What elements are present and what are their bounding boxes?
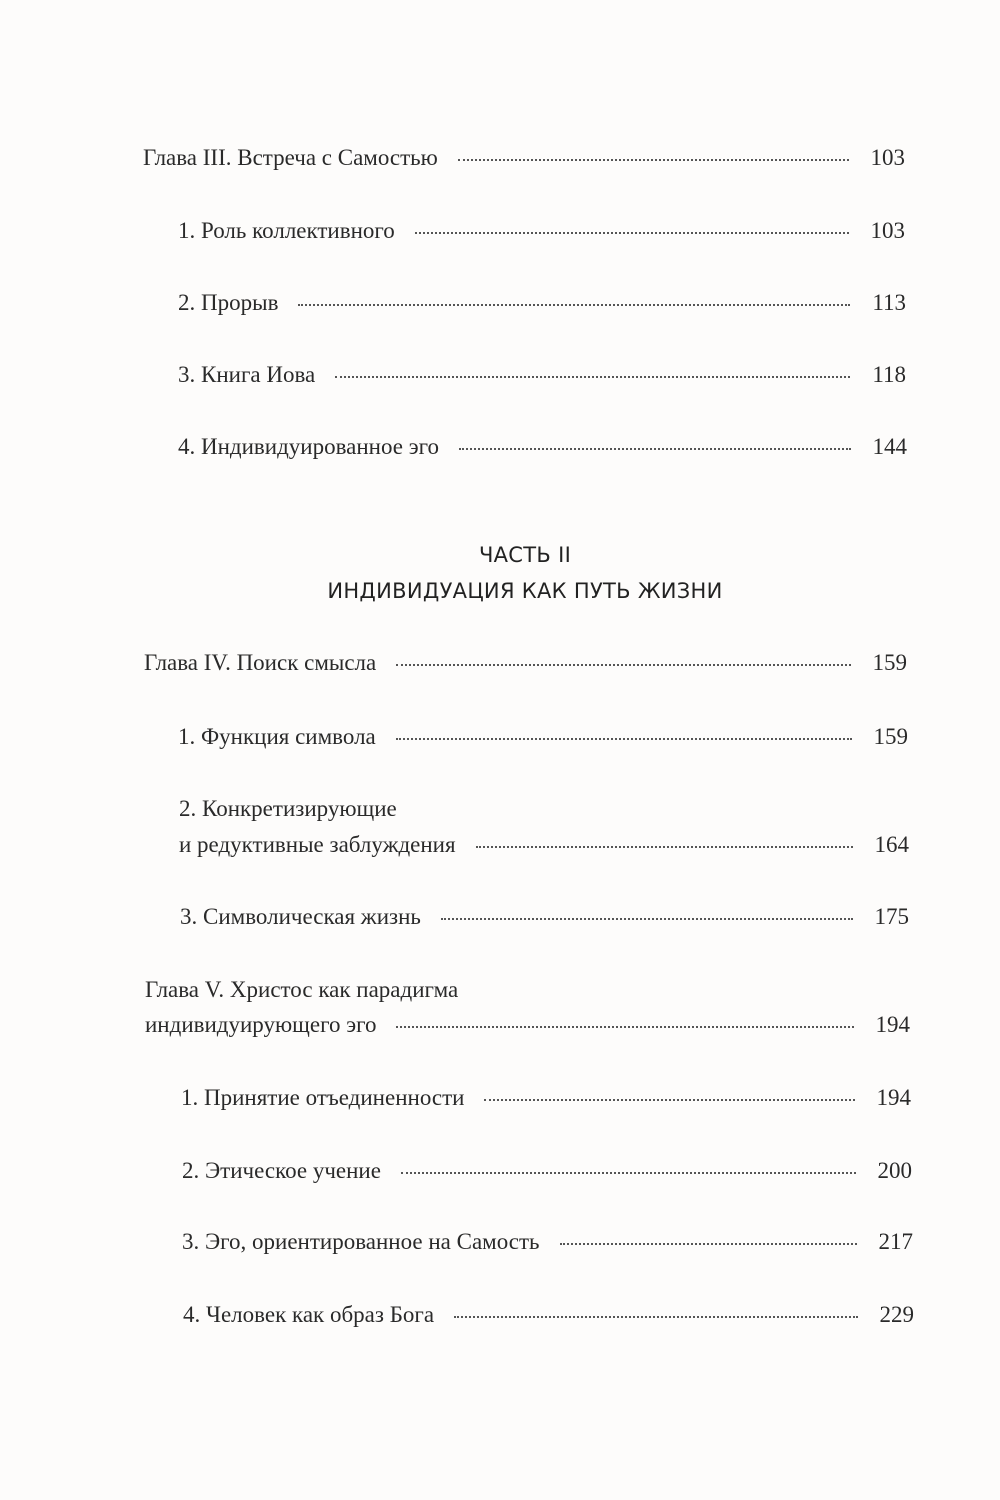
dot-leader xyxy=(454,1316,857,1318)
toc-chapter-title-line2: индивидуирующего эго xyxy=(145,1012,377,1037)
toc-section[interactable] xyxy=(178,291,906,314)
toc-page-number: 103 xyxy=(870,218,905,243)
dot-leader xyxy=(396,1026,853,1028)
toc-chapter-title: Глава IV. Поиск смысла xyxy=(144,650,377,675)
toc-section-title-line2: и редуктивные заблуждения xyxy=(179,832,456,857)
toc-page-number: 194 xyxy=(876,1085,911,1110)
toc-section[interactable] xyxy=(180,905,909,928)
toc-section-title: 1. Принятие отъединенности xyxy=(181,1085,465,1110)
dot-leader xyxy=(298,304,850,306)
toc-page-number: 217 xyxy=(878,1229,913,1254)
dot-leader xyxy=(396,664,850,666)
toc-section[interactable] xyxy=(178,725,908,748)
toc-section-title: 3. Эго, ориентированное на Самость xyxy=(182,1229,540,1254)
toc-page-number: 159 xyxy=(873,724,908,749)
toc-section-title: 2. Этическое учение xyxy=(182,1158,381,1183)
dot-leader xyxy=(396,738,852,740)
dot-leader xyxy=(476,846,853,848)
toc-chapter-title: Глава III. Встреча с Самостью xyxy=(143,145,438,170)
toc-section-title: 3. Символическая жизнь xyxy=(180,904,421,929)
toc-page-number: 103 xyxy=(870,145,905,170)
toc-page-number: 118 xyxy=(872,362,906,387)
toc-page-number: 159 xyxy=(872,650,907,675)
part-label: ЧАСТЬ II xyxy=(478,543,572,567)
toc-section[interactable] xyxy=(178,219,905,242)
toc-section-title: 4. Человек как образ Бога xyxy=(183,1302,435,1327)
toc-section[interactable] xyxy=(179,833,909,856)
toc-page-number: 164 xyxy=(874,832,909,857)
toc-section[interactable] xyxy=(181,1086,911,1109)
toc-page-number: 144 xyxy=(872,434,907,459)
toc-section[interactable] xyxy=(182,1230,913,1253)
toc-section-title: 1. Роль коллективного xyxy=(178,218,395,243)
toc-section-title: 2. Прорыв xyxy=(178,290,279,315)
toc-chapter-3[interactable] xyxy=(143,146,905,169)
dot-leader xyxy=(459,448,851,450)
toc-section-title: 3. Книга Иова xyxy=(178,362,316,387)
toc-chapter-title-line1: Глава V. Христос как парадигма xyxy=(145,977,459,1002)
toc-chapter-5[interactable] xyxy=(145,1013,910,1036)
toc-section-title-line1: 2. Конкретизирующие xyxy=(179,796,397,821)
toc-page-number: 200 xyxy=(877,1158,912,1183)
toc-page-number: 194 xyxy=(875,1012,910,1037)
toc-section-title: 4. Индивидуированное эго xyxy=(178,434,439,459)
toc-section-title: 1. Функция символа xyxy=(178,724,376,749)
toc-page-number: 229 xyxy=(879,1302,914,1327)
toc-section[interactable] xyxy=(178,363,906,386)
toc-page-number: 175 xyxy=(874,904,909,929)
dot-leader xyxy=(415,232,849,234)
toc-section[interactable] xyxy=(183,1303,914,1326)
dot-leader xyxy=(458,159,849,161)
part-title: ИНДИВИДУАЦИЯ КАК ПУТЬ ЖИЗНИ xyxy=(327,579,723,603)
dot-leader xyxy=(401,1172,856,1174)
dot-leader xyxy=(560,1243,857,1245)
dot-leader xyxy=(335,376,850,378)
toc-chapter-4[interactable] xyxy=(144,651,907,674)
dot-leader xyxy=(484,1099,854,1101)
toc-section[interactable] xyxy=(178,435,907,458)
toc-page-number: 113 xyxy=(872,290,906,315)
toc-section[interactable] xyxy=(182,1159,912,1182)
dot-leader xyxy=(441,918,853,920)
